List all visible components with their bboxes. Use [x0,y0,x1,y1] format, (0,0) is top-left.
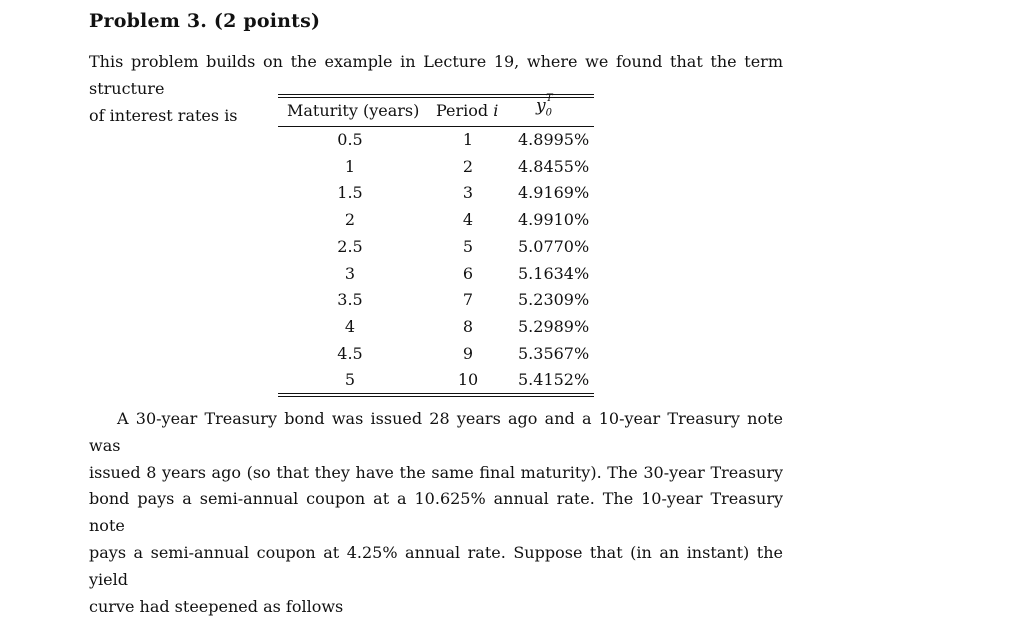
cell-maturity: 4 [344,316,356,336]
header-maturity: Maturity (years) [287,101,420,120]
cell-yield: 5.0770% [518,236,590,256]
intro-line: This problem builds on the example in Lecture 19, where we found that the term structure [89,52,783,98]
table-bottom-rule [278,393,594,394]
header-yield [536,93,553,119]
cell-yield: 4.8455% [518,156,590,176]
body-line: bond pays a semi-annual coupon at a 10.625% annual rate. The 10-year Treasury note [89,489,783,536]
cell-period: 2 [462,156,474,176]
cell-period: 7 [462,290,474,310]
cell-maturity: 4.5 [337,343,363,363]
yield-superscript: T [545,93,553,105]
table-header-rule [278,126,594,127]
header-period-label: Period [436,101,494,120]
problem-heading: Problem 3. (2 points) [89,10,321,32]
cell-yield: 5.1634% [518,263,590,283]
cell-period: 5 [462,236,474,256]
cell-maturity: 3 [344,263,356,283]
cell-yield: 4.8995% [518,130,590,149]
cell-maturity: 0.5 [337,130,363,149]
cell-period: 1 [462,130,474,149]
cell-yield: 4.9910% [518,210,590,230]
body-line: A 30-year Treasury bond was issued 28 years ago and a 10-year Treasury note was [89,409,783,455]
cell-maturity: 5 [344,370,356,390]
cell-yield: 5.2309% [518,290,590,310]
cell-period: 6 [462,263,474,283]
cell-maturity: 1.5 [337,183,363,203]
cell-period: 10 [457,370,479,390]
cell-maturity: 3.5 [337,290,363,310]
cell-maturity: 2.5 [337,236,363,256]
yield-subscript: 0 [545,107,552,119]
cell-yield: 5.3567% [518,343,590,363]
cell-period: 4 [462,210,474,230]
cell-maturity: 1 [344,156,356,176]
cell-yield: 5.2989% [518,316,590,336]
intro-line: of interest rates is [89,105,238,125]
header-period-var: i [493,101,499,120]
cell-maturity: 2 [344,210,356,230]
yield-symbol: y [536,96,546,116]
body-line: pays a semi-annual coupon at 4.25% annual rate. Suppose that (in an instant) the yield [89,542,783,589]
header-period [436,101,498,120]
body-line: curve had steepened as follows [89,596,344,616]
body-paragraph [89,406,783,620]
cell-period: 9 [462,343,474,363]
cell-yield: 4.9169% [518,183,590,203]
body-line: issued 8 years ago (so that they have the same final maturity). The 30-year Treasury [89,462,783,482]
cell-period: 3 [462,183,474,203]
cell-period: 8 [462,316,474,336]
table-bottom-rule-2 [278,396,594,397]
cell-yield: 5.4152% [518,370,590,390]
